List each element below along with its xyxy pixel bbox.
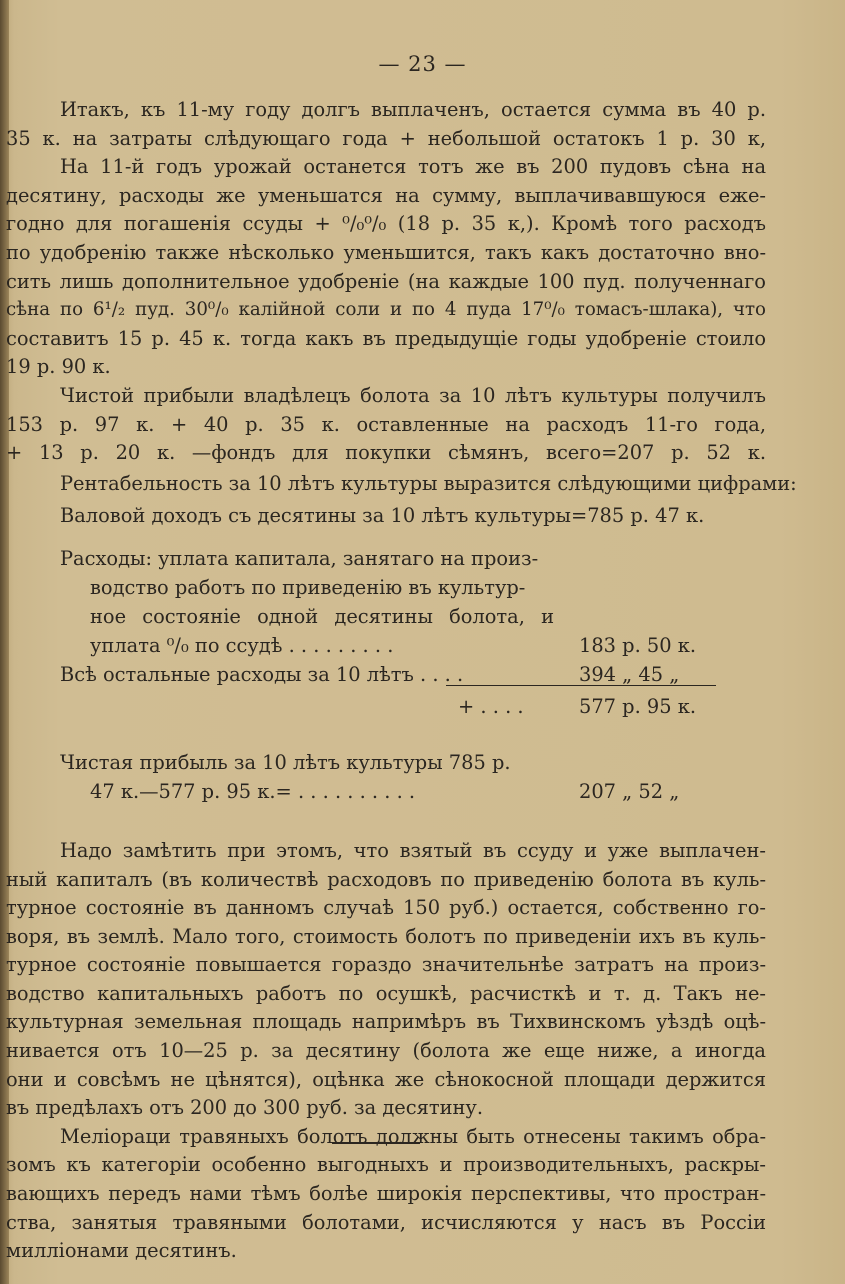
text-line: Меліораци травяныхъ болотъ должны быть отнесены такимъ обра- [60,1124,766,1148]
text-line: воря, въ землѣ. Мало того, стоимость болотъ по приведеніи ихъ въ куль- [6,924,766,948]
text-line: + 13 р. 20 к. —фондъ для покупки сѣмянъ, всего=207 р. 52 к. [6,441,766,465]
expenses-table [6,545,766,749]
paragraph-debt-paid [6,96,766,153]
net-profit-calc [6,749,766,819]
expense-line: ное состояніе одной десятины болота, и [90,604,554,628]
text-line: ный капиталъ (въ количествѣ расходовъ по приведенію болота въ куль- [6,867,766,891]
text-line-rentability: Рентабельность за 10 лѣтъ культуры выразится слѣдующими цифрами: [60,471,797,495]
expense-line: уплата ⁰/₀ по ссудѣ . . . . . . . . . [90,633,394,657]
text-line: они и совсѣмъ не цѣнятся), оцѣнка же сѣнокосной площади держится [6,1067,766,1091]
text-line-gross-income: Валовой доходъ съ десятины за 10 лѣтъ культуры=785 р. 47 к. [60,504,705,528]
text-line: турное состояніе повышается гораздо значительнѣе затратъ на произ- [6,953,766,977]
text-line: Надо замѣтить при этомъ, что взятый въ ссуду и уже выплачен- [60,838,766,862]
text-line: водство капитальныхъ работъ по осушкѣ, расчисткѣ и т. д. Такъ не- [6,981,766,1005]
text-line: 35 к. на затраты слѣдующаго года + небольшой остатокъ 1 р. 30 к, [6,126,766,150]
paragraph-capital-note [6,837,766,1123]
page-number: — 23 — [378,52,467,76]
paragraph-net-profit [6,382,766,468]
text-line: нивается отъ 10—25 р. за десятину (болота же еще ниже, а иногда [6,1039,766,1063]
text-line: составитъ 15 р. 45 к. тогда какъ въ предыдущіе годы удобреніе стоило [6,326,766,350]
text-line: На 11-й годъ урожай останется тотъ же въ 200 пудовъ сѣна на [60,155,766,179]
expense-line: Расходы: уплата капитала, занятаго на произ- [60,546,539,570]
text-line: культурная земельная площадь напримѣръ въ Тихвинскомъ уѣздѣ оцѣ- [6,1010,766,1034]
calc-value: 207 „ 52 „ [579,779,680,803]
text-line: 19 р. 90 к. [6,355,111,379]
text-line: Итакъ, къ 11-му году долгъ выплаченъ, остается сумма въ 40 р. [60,98,766,121]
text-line: сить лишь дополнительное удобреніе (на каждые 100 пуд. полученнаго [6,269,766,293]
expense-value: 183 р. 50 к. [579,633,697,657]
text-line: зомъ къ категоріи особенно выгодныхъ и производительныхъ, раскры- [6,1153,766,1177]
sum-rule [446,685,716,686]
sum-label: + . . . . [458,694,524,718]
expense-value: 394 „ 45 „ [579,662,680,686]
sum-value: 577 р. 95 к. [579,694,697,718]
text-line: въ предѣлахъ отъ 200 до 300 руб. за десятину. [6,1096,483,1120]
calc-line: 47 к.—577 р. 95 к.= . . . . . . . . . . [90,779,416,803]
calc-line: Чистая прибыль за 10 лѣтъ культуры 785 р. [60,750,511,774]
text-line: вающихъ передъ нами тѣмъ болѣе широкія перспективы, что простран- [6,1182,766,1206]
text-line: ства, занятыя травяными болотами, исчисляются у насъ въ Россіи [6,1210,766,1234]
section-end-rule [332,1142,420,1144]
text-line: милліонами десятинъ. [6,1239,237,1263]
text-line: Чистой прибыли владѣлецъ болота за 10 лѣтъ культуры получилъ [60,383,766,407]
paragraph-year-11 [6,153,766,382]
text-line: по удобренію также нѣсколько уменьшится, такъ какъ достаточно вно- [6,240,766,264]
expense-line: Всѣ остальные расходы за 10 лѣтъ . . . . [60,662,464,686]
text-line: турное состояніе въ данномъ случаѣ 150 руб.) остается, собственно го- [6,896,766,920]
page-body [6,96,797,1266]
paragraph-melioration [6,1123,766,1266]
text-line: 153 р. 97 к. + 40 р. 35 к. оставленные на расходъ 11-го года, [6,412,766,436]
expense-line: водство работъ по приведенію въ культур- [90,575,526,599]
text-line: годно для погашенія ссуды + ⁰/₀⁰/₀ (18 р. 35 к,). Кромѣ того расходъ [6,212,766,236]
text-line: сѣна по 6¹/₂ пуд. 30⁰/₀ калійной соли и по 4 пуда 17⁰/₀ томасъ-шлака), что [6,299,766,321]
text-line: десятину, расходы же уменьшатся на сумму, выплачивавшуюся еже- [6,183,766,207]
